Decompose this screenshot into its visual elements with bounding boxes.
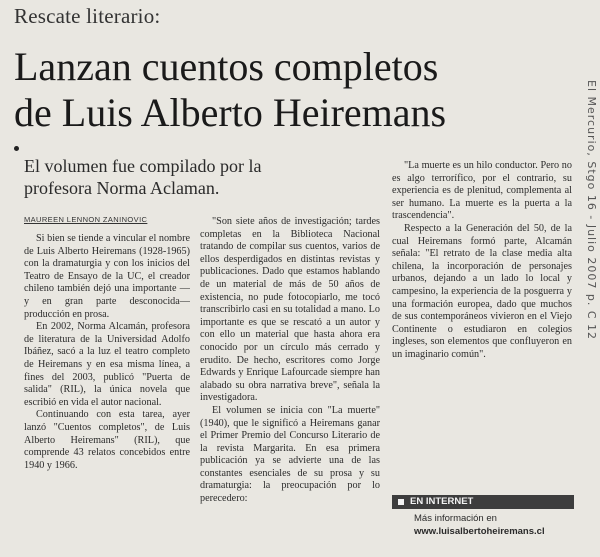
paragraph: En 2002, Norma Alcamán, profesora de literatura de la Universidad Adolfo Ibáñez, sacó a la luz el teatro completo de Heiremans y en esa misma línea, a fines del 2003, publicó "Puerta de salida" (RIL), la única novela que escribió en vida el autor nacional.: [24, 321, 190, 408]
handwritten-source-note: El Mercurio, Stgo 16 - Julio 2007 p. C 12: [585, 80, 598, 341]
paragraph: Si bien se tiende a vincular el nombre de Luis Alberto Heiremans (1928-1965) con la dramaturgia y con los inicios del Teatro de Ensayo de la UC, el creador chileno también dejó una importante —y en gran parte desconocida— producción en prosa.: [24, 233, 190, 320]
paragraph: "La muerte es un hilo conductor. Pero no es algo terrorífico, por el contrario, su experiencia es de plenitud, complementa al ser humano. La muerte es la puerta a la trascendencia".: [392, 160, 572, 222]
article-headline: [14, 44, 446, 136]
paragraph: El volumen se inicia con "La muerte" (1940), que le significó a Heiremans ganar el Primer Premio del Concurso Literario de la revista Margarita. En esa primera publicación ya se advierte una de las constantes esenciales de su prosa y su dramaturgia: la preocupación por lo perecedero:: [200, 404, 380, 505]
bullet-dot: [14, 146, 19, 151]
article-deck: [24, 155, 261, 199]
paragraph: "Son siete años de investigación; tardes completas en la Biblioteca Nacional tratando de compilar sus cuentos, varios de ellos desperdigados en distintas revistas y publicaciones. Dado que estamos hablando de un material de más de 50 años de existencia, no pude fotocopiarlo, me tocó transcribirlo casi en su totalidad a mano. Lo importante es que se rescató a un autor y con ello un material que hasta ahora era conocido por un círculo más cerrado y erudito. De hecho, escritores como Jorge Edwards y Enrique Lafourcade siempre han alabado su obra narrativa breve", señala la investigadora.: [200, 216, 380, 404]
more-info: [414, 512, 545, 538]
internet-box-header: [392, 495, 574, 509]
article-kicker: Rescate literario:: [14, 4, 161, 28]
headline-line-2: de Luis Alberto Heiremans: [14, 90, 447, 135]
deck-line-1: El volumen fue compilado por la: [24, 156, 262, 176]
deck-line-2: profesora Norma Aclaman.: [24, 178, 220, 198]
more-info-label: Más información en: [414, 513, 497, 524]
body-column-3: [392, 160, 572, 498]
square-bullet-icon: [398, 499, 404, 505]
body-column-1: [24, 233, 190, 551]
article-byline: MAUREEN LENNON ZANINOVIC: [24, 215, 148, 224]
paragraph: Respecto a la Generación del 50, de la cual Heiremans formó parte, Alcamán señala: "El retrato de la clase media alta chilena, la incorporación de personajes urbanos, dejando a un lado lo local y campesino, la experiencia de la posguerra y una formación europea, dado que muchos de sus contemporáneos vivieron en el Viejo Continente o estudiaron en colegios ingleses, son elementos que confluyeron en un imaginario común".: [392, 222, 572, 360]
headline-line-1: Lanzan cuentos completos: [14, 44, 439, 89]
body-column-2: [200, 216, 380, 552]
internet-box-title: EN INTERNET: [410, 496, 474, 507]
paragraph: Continuando con esta tarea, ayer lanzó "Cuentos completos", de Luis Alberto Heiremans" (RIL), que comprende 43 relatos concebidos entre 1940 y 1966.: [24, 409, 190, 471]
website-link[interactable]: www.luisalbertoheiremans.cl: [414, 526, 545, 537]
